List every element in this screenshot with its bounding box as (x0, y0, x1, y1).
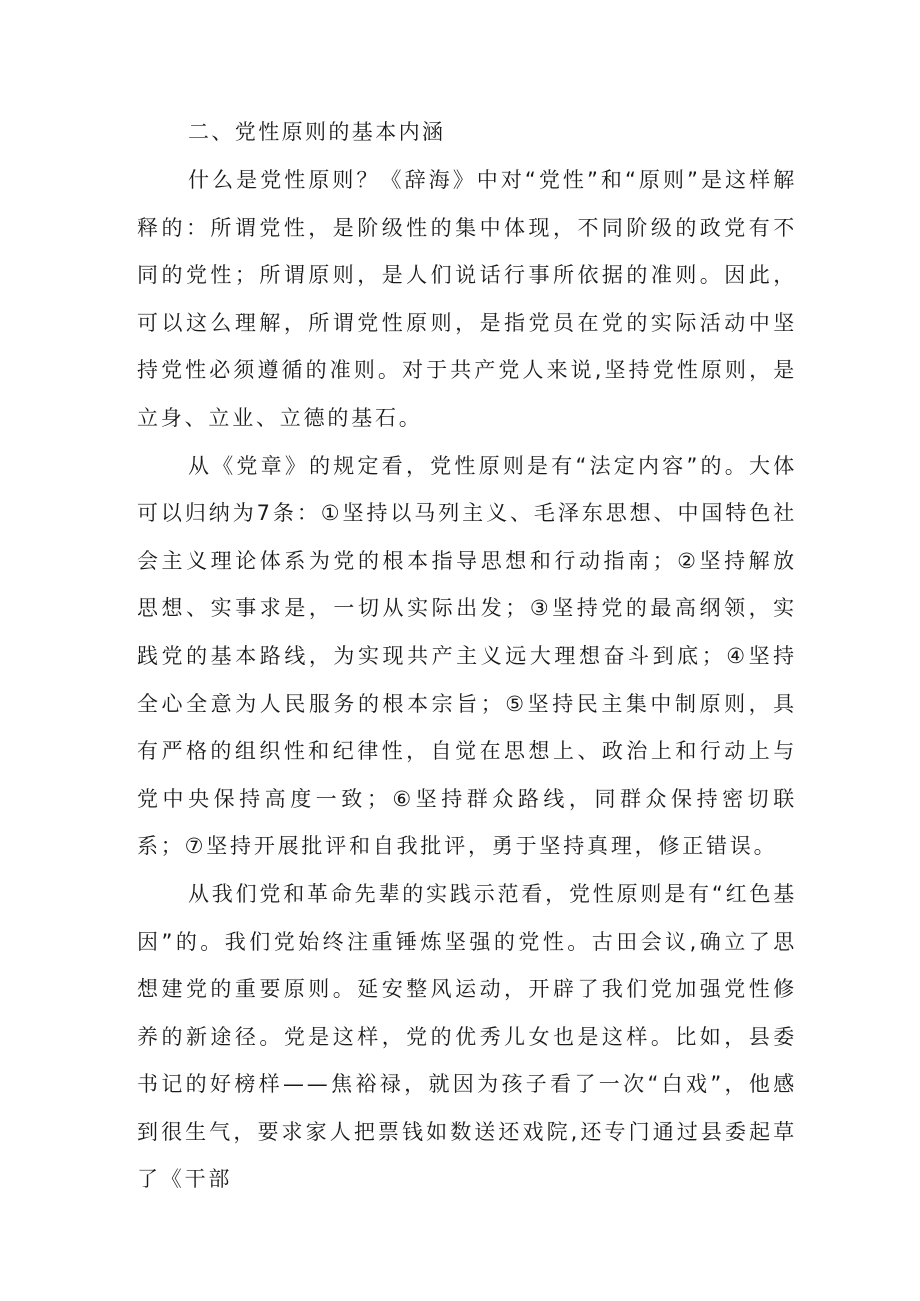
section-heading: 二、党性原则的基本内涵 (188, 120, 446, 144)
paragraph-party-constitution: 从《党章》的规定看，党性原则是有“法定内容”的。大体可以归纳为7条：①坚持以马列主义、毛泽东思想、中国特色社会主义理论体系为党的根本指导思想和行动指南；②坚持解放思想、实事求是，一切从实际出发；③坚持党的最高纲领，实践党的基本路线，为实现共产主义远大理想奋斗到底；④坚持全心全意为人民服务的根本宗旨；⑤坚持民主集中制原则，具有严格的组织性和纪律性，自觉在思想上、政治上和行动上与党中央保持高度一致；⑥坚持群众路线，同群众保持密切联系；⑦坚持开展批评和自我批评，勇于坚持真理，修正错误。 (137, 453, 797, 859)
paragraph-red-gene: 从我们党和革命先辈的实践示范看，党性原则是有“红色基因”的。我们党始终注重锤炼坚强的党性。古田会议,确立了思想建党的重要原则。延安整风运动，开辟了我们党加强党性修养的新途径。党是这样，党的优秀儿女也是这样。比如，县委书记的好榜样——焦裕禄，就因为孩子看了一次“白戏”，他感到很生气，要求家人把票钱如数送还戏院,还专门通过县委起草了《干部 (137, 881, 798, 1192)
document-body (137, 112, 797, 1204)
paragraph-definition: 什么是党性原则？《辞海》中对“党性”和“原则”是这样解释的：所谓党性，是阶级性的集中体现，不同阶级的政党有不同的党性；所谓原则，是人们说话行事所依据的准则。因此，可以这么理解，所谓党性原则，是指党员在党的实际活动中坚持党性必须遵循的准则。对于共产党人来说,坚持党性原则，是立身、立业、立德的基石。 (137, 168, 797, 430)
